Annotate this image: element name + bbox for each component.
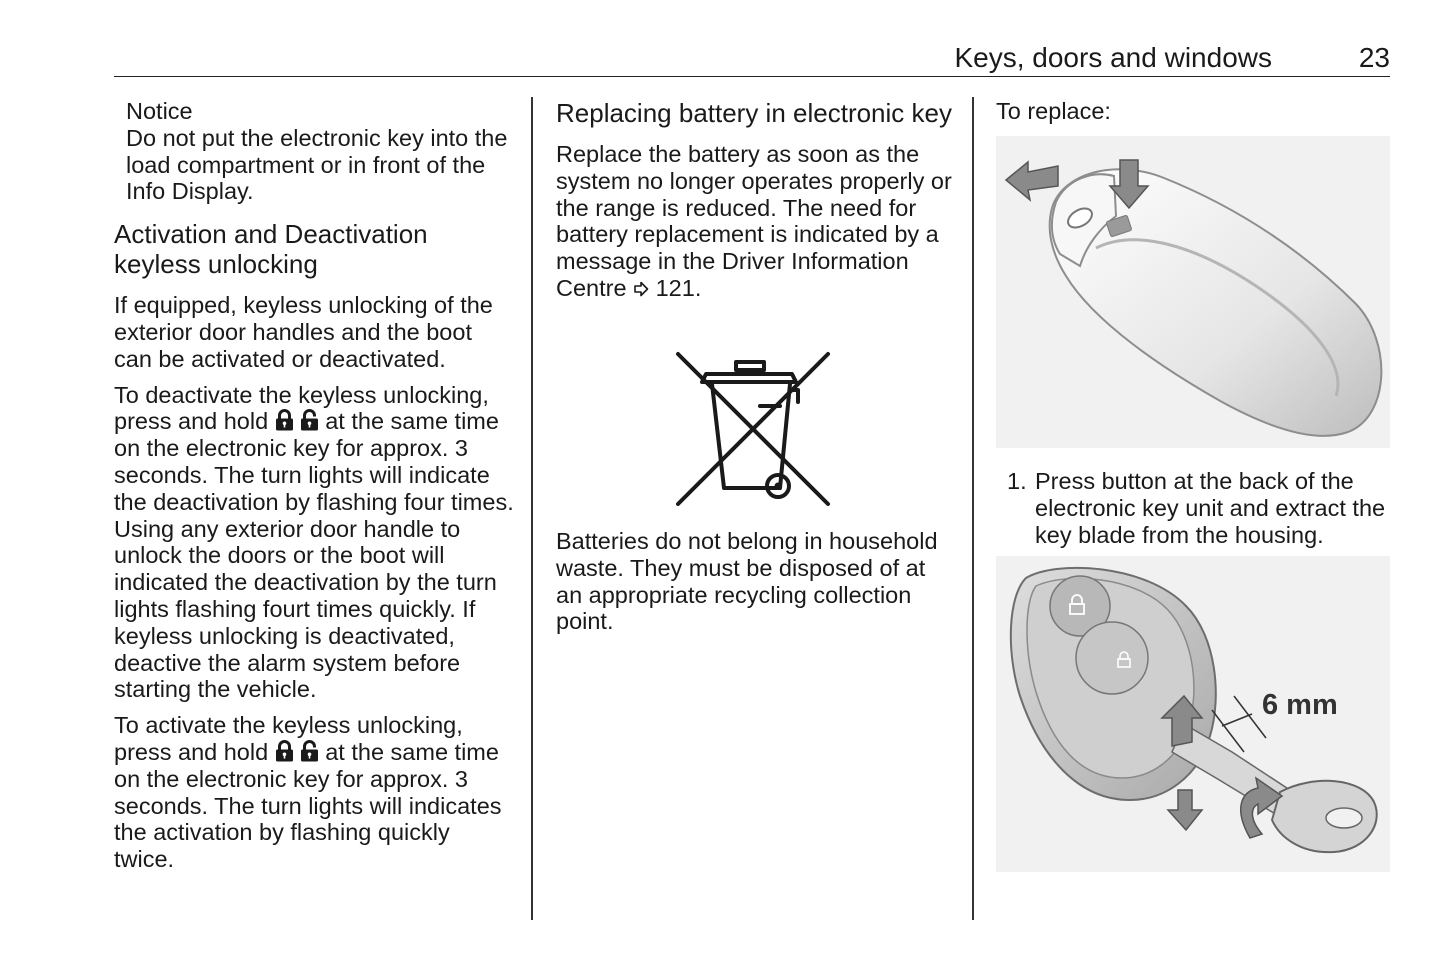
lock-buttons [275, 740, 319, 762]
column-1 [114, 98, 514, 873]
step-number: 1. [1007, 468, 1027, 494]
notice-box [114, 98, 514, 205]
activate-suffix: at the same time on the electronic key for approx. 3 seconds. The turn lights will indicates the activation by flashing quickly twice. [114, 738, 502, 873]
page-header [114, 40, 1390, 77]
activate-paragraph [114, 712, 514, 873]
notice-title: Notice [126, 98, 193, 124]
page-reference-link[interactable]: 121. [655, 274, 702, 301]
crossed-out-wheelie-bin-icon [674, 350, 832, 508]
activation-heading: Activation and Deactivation keyless unlocking [114, 219, 428, 280]
battery-heading: Replacing battery in electronic key [556, 98, 952, 128]
section-title: Keys, doors and windows [954, 42, 1272, 73]
page-reference-arrow-icon [633, 281, 649, 297]
deactivate-prefix: To deactivate the keyless unlocking, press and hold [114, 381, 489, 435]
keyless-intro-paragraph: If equipped, keyless unlocking of the exterior door handles and the boot can be activated or deactivated. [114, 292, 493, 372]
battery-paragraph [556, 141, 956, 302]
column-3 [996, 98, 1391, 721]
disposal-paragraph: Batteries do not belong in household waste. They must be disposed of at an appropriate recycling collection point. [556, 528, 938, 635]
key-fob-figure-1 [996, 136, 1390, 448]
deactivate-suffix: at the same time on the electronic key for approx. 3 seconds. The turn lights will indicate the deactivation by flashing four times. Using any exterior door handle to unlock the doors or the boot will indicated the deactivation by the turn lights flashing fourt times quickly. If keyless unlocking is deactivated, deactive the alarm system before starting the vehicle. [114, 408, 514, 703]
lock-icon [275, 409, 294, 431]
lock-buttons [275, 409, 319, 431]
step-item [996, 468, 1391, 548]
notice-text: Do not put the electronic key into the load compartment or in front of the Info Display. [126, 124, 508, 205]
lock-icon [275, 740, 294, 762]
unlock-icon [300, 740, 319, 762]
step-text: Press button at the back of the electronic key unit and extract the key blade from the housing. [1035, 468, 1386, 548]
column-divider [531, 97, 533, 920]
column-2 [556, 98, 956, 635]
replacement-steps [996, 468, 1391, 548]
key-blade-figure-2 [996, 556, 1390, 872]
page-number: 23 [1358, 42, 1390, 73]
unlock-icon [300, 409, 319, 431]
to-replace-label: To replace: [996, 98, 1111, 124]
dimension-label: 6 mm [1262, 689, 1338, 721]
battery-text: Replace the battery as soon as the system no longer operates properly or the range is reduced. The need for battery replacement is indicated by a message in the Driver Information Centre [556, 141, 952, 301]
column-divider [972, 97, 974, 920]
activate-prefix: To activate the keyless unlocking, press and hold [114, 712, 463, 765]
deactivate-paragraph [114, 382, 514, 704]
